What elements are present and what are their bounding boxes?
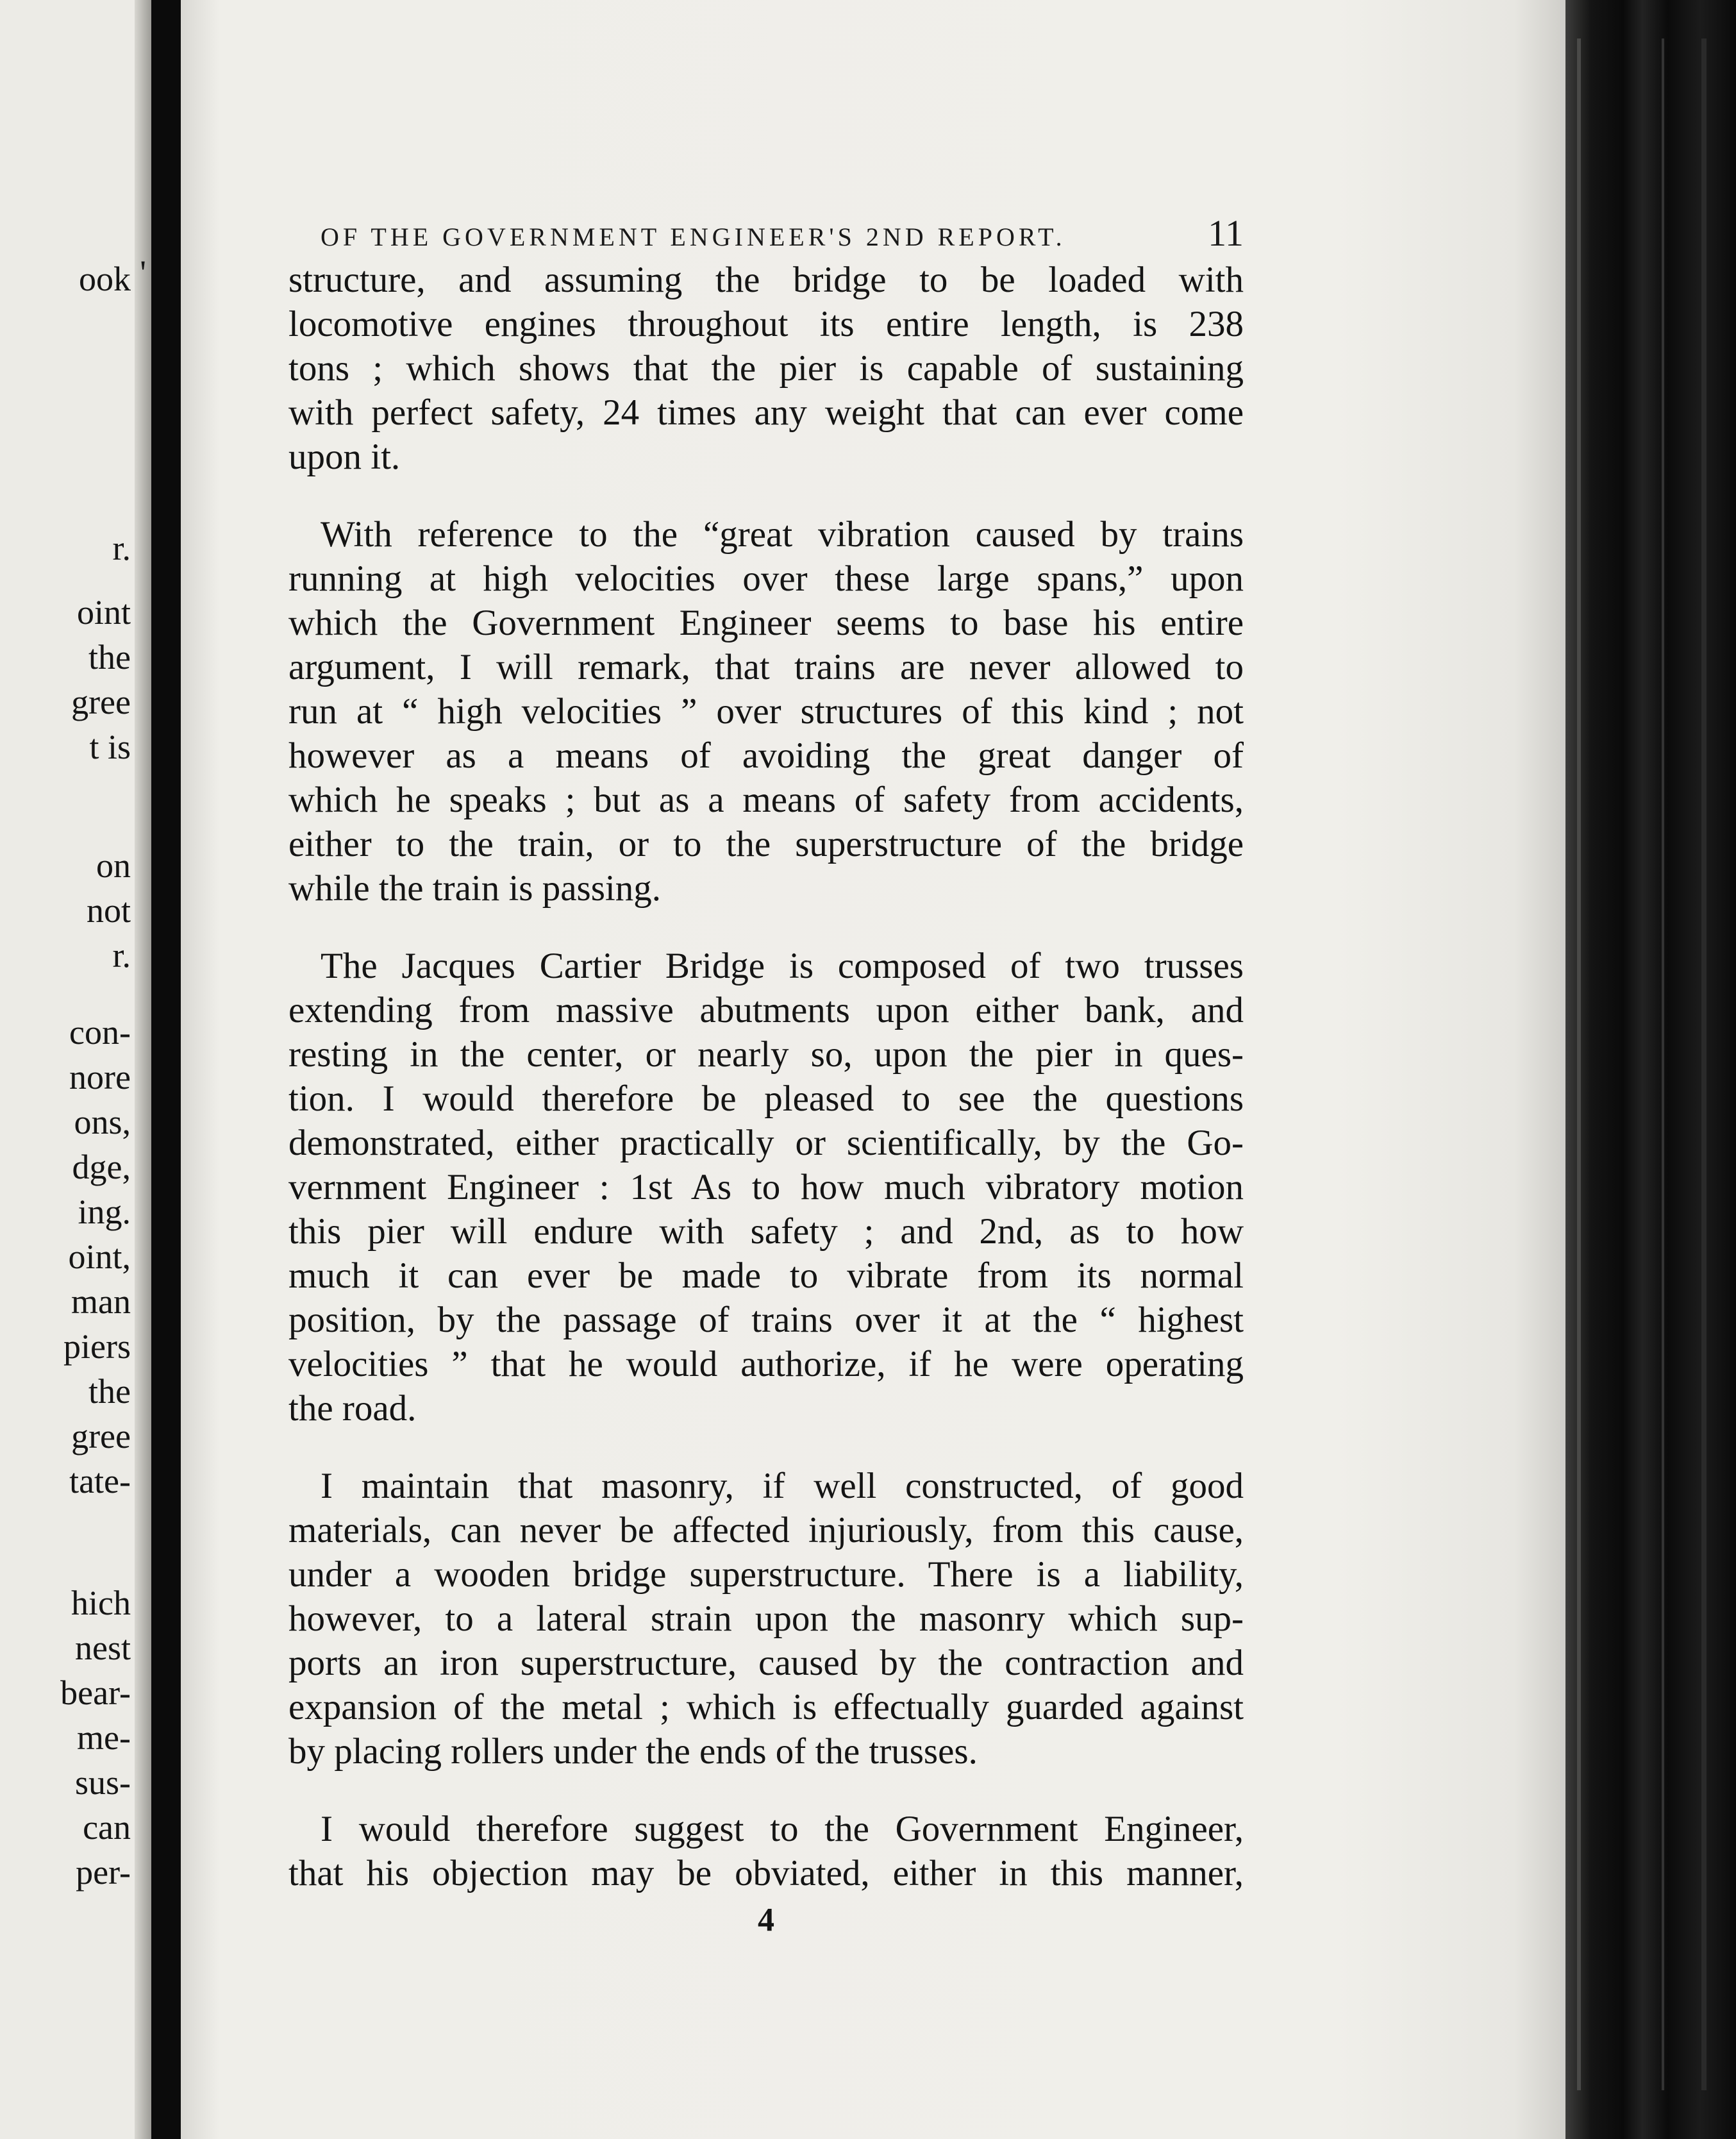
paragraph — [288, 512, 1244, 910]
text-line: much it can ever be made to vibrate from its normal — [288, 1255, 1244, 1296]
left-page-gutter-shadow — [135, 0, 151, 2139]
text-line: which he speaks ; but as a means of safety from accidents, — [288, 780, 1244, 820]
text-line: however as a means of avoiding the great danger of — [288, 735, 1244, 776]
left-page-fragment: con- — [69, 1013, 131, 1052]
text-line: vernment Engineer : 1st As to how much vibratory motion — [288, 1167, 1244, 1207]
left-facing-page — [0, 0, 151, 2139]
body-text — [288, 258, 1244, 1942]
left-page-fragment: on — [96, 846, 131, 885]
text-line: demonstrated, either practically or scientifically, by the Go- — [288, 1123, 1244, 1163]
left-page-fragment: r. — [112, 936, 131, 975]
signature-mark: 4 — [758, 1902, 774, 1938]
left-page-fragment: gree — [71, 683, 131, 721]
left-page-fragment: hich — [71, 1584, 131, 1622]
text-line: under a wooden bridge superstructure. There is a liability, — [288, 1554, 1244, 1595]
left-page-fragment: not — [86, 891, 131, 930]
left-page-fragment: ' — [140, 253, 146, 292]
left-page-fragment: ook — [79, 260, 131, 298]
book-binding-gutter — [151, 0, 181, 2139]
page-edge-line — [1662, 38, 1664, 2090]
text-line: this pier will endure with safety ; and 2nd, as to how — [288, 1211, 1244, 1252]
text-line: locomotive engines throughout its entire length, is 238 — [288, 304, 1244, 344]
text-line: velocities ” that he would authorize, if he were operating — [288, 1344, 1244, 1384]
text-line: however, to a lateral strain upon the masonry which sup- — [288, 1598, 1244, 1639]
text-line: With reference to the “great vibration caused by trains — [321, 514, 1244, 555]
text-line: by placing rollers under the ends of the trusses. — [288, 1731, 978, 1772]
page-edge-line — [1701, 38, 1707, 2090]
left-page-fragment: ons, — [74, 1103, 131, 1141]
left-page-fragment: oint, — [68, 1237, 131, 1276]
page-number: 11 — [1208, 212, 1244, 254]
left-page-fragment: dge, — [72, 1148, 131, 1186]
text-line: run at “ high velocities ” over structures of this kind ; not — [288, 691, 1244, 732]
text-line: tons ; which shows that the pier is capable of sustaining — [288, 348, 1244, 389]
book-block-edge — [1565, 0, 1736, 2139]
text-line: extending from massive abutments upon either bank, and — [288, 990, 1244, 1030]
text-line: expansion of the metal ; which is effectually guarded against — [288, 1687, 1244, 1727]
text-line: argument, I will remark, that trains are never allowed to — [288, 647, 1244, 687]
left-page-fragment: man — [71, 1282, 131, 1321]
paragraph — [288, 944, 1244, 1430]
left-page-fragment: piers — [63, 1327, 131, 1366]
left-page-fragment: bear- — [60, 1673, 131, 1712]
left-page-fragment: sus- — [74, 1763, 131, 1802]
left-page-fragment: r. — [112, 529, 131, 567]
left-page-fragment: me- — [77, 1718, 131, 1757]
text-line: while the train is passing. — [288, 868, 661, 909]
left-page-fragment: the — [88, 638, 131, 676]
paragraph — [288, 258, 1244, 479]
left-page-fragment: ing. — [78, 1193, 131, 1231]
left-page-fragment: nest — [75, 1629, 131, 1667]
left-page-fragment: the — [88, 1372, 131, 1411]
book-page — [181, 0, 1565, 2139]
paragraph — [288, 1807, 1244, 1895]
text-line: position, by the passage of trains over it at the “ highest — [288, 1300, 1244, 1340]
text-line: either to the train, or to the superstructure of the bridge — [288, 824, 1244, 864]
text-line: resting in the center, or nearly so, upon the pier in ques- — [288, 1034, 1244, 1075]
text-line: The Jacques Cartier Bridge is composed of two trusses — [321, 946, 1244, 986]
text-line: I would therefore suggest to the Government Engineer, — [321, 1809, 1244, 1849]
text-line: materials, can never be affected injuriously, from this cause, — [288, 1510, 1244, 1550]
left-page-fragment: can — [83, 1808, 131, 1847]
text-line: with perfect safety, 24 times any weight that can ever come — [288, 392, 1244, 433]
text-line: I maintain that masonry, if well constructed, of good — [321, 1466, 1244, 1506]
left-page-fragment: gree — [71, 1417, 131, 1455]
text-line: tion. I would therefore be pleased to see the questions — [288, 1078, 1244, 1119]
text-line: running at high velocities over these large spans,” upon — [288, 558, 1244, 599]
left-page-fragment: per- — [76, 1853, 131, 1892]
text-line: upon it. — [288, 437, 401, 477]
left-page-fragment: tate- — [69, 1462, 131, 1500]
paragraph — [288, 1464, 1244, 1774]
text-line: structure, and assuming the bridge to be loaded with — [288, 260, 1244, 300]
text-line: the road. — [288, 1388, 417, 1429]
running-head — [288, 212, 1244, 258]
page-edge-line — [1577, 38, 1581, 2090]
text-line: ports an iron superstructure, caused by the contraction and — [288, 1643, 1244, 1683]
left-page-fragment: t is — [89, 728, 131, 766]
page-text-block — [288, 212, 1244, 1942]
left-page-fragment: oint — [76, 593, 131, 632]
text-line: that his objection may be obviated, either in this manner, — [288, 1853, 1244, 1893]
left-page-fragment: nore — [69, 1058, 131, 1096]
text-line: which the Government Engineer seems to base his entire — [288, 603, 1244, 643]
running-head-title: OF THE GOVERNMENT ENGINEER'S 2ND REPORT. — [321, 222, 1066, 251]
